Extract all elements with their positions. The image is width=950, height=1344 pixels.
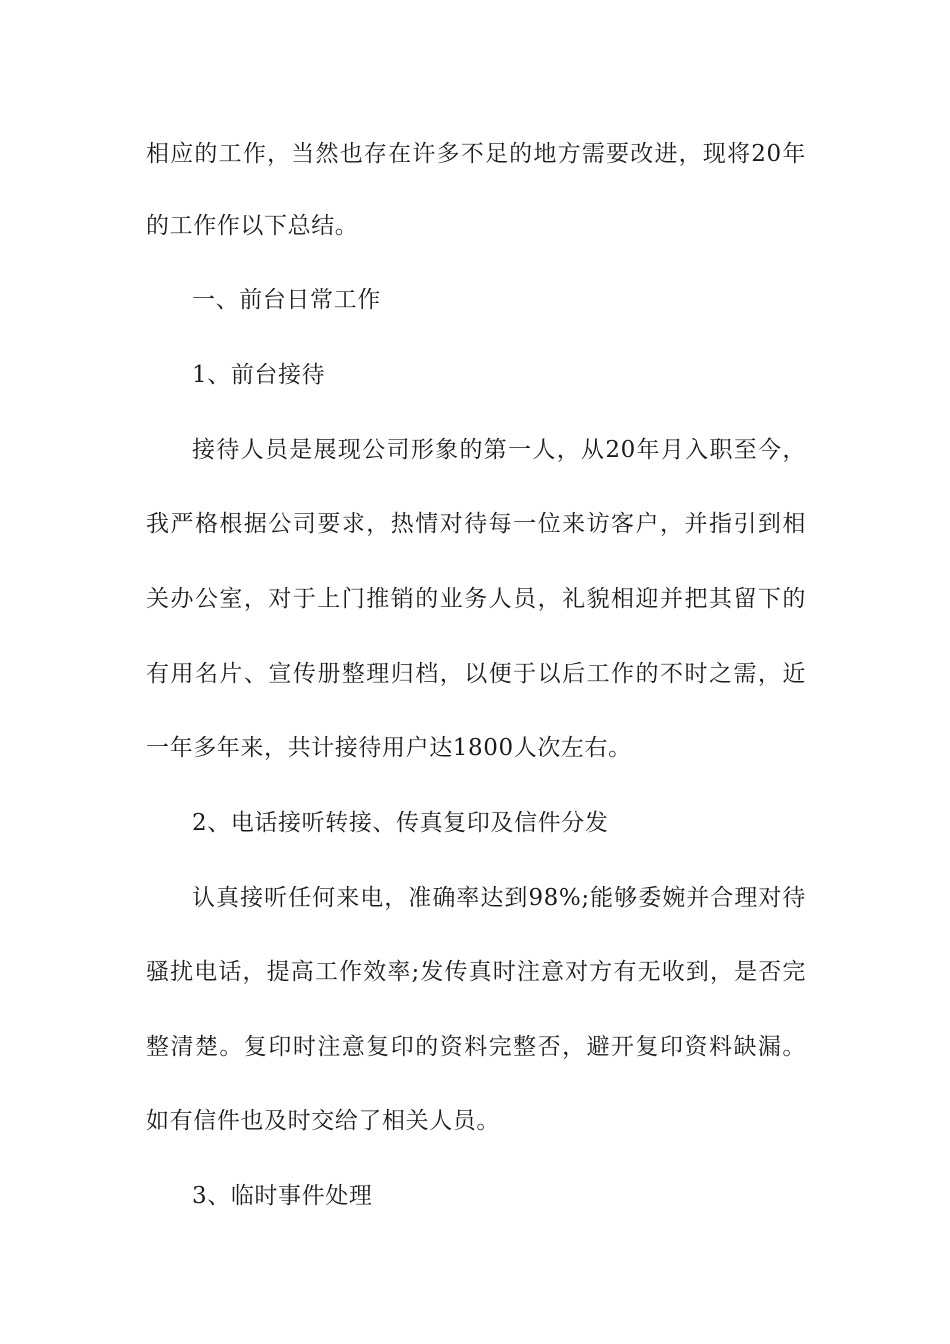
paragraph-line: 整清楚。复印时注意复印的资料完整否，避开复印资料缺漏。 <box>146 1034 806 1060</box>
section-heading: 一、前台日常工作 <box>192 287 381 313</box>
subsection-heading: 2、电话接听转接、传真复印及信件分发 <box>192 810 609 836</box>
paragraph-line: 一年多年来，共计接待用户达1800人次左右。 <box>146 735 632 761</box>
paragraph-line: 接待人员是展现公司形象的第一人，从20年月入职至今， <box>192 437 806 463</box>
paragraph-line: 认真接听任何来电，准确率达到98%;能够委婉并合理对待 <box>192 885 806 911</box>
paragraph-line: 的工作作以下总结。 <box>146 213 359 239</box>
paragraph-line: 骚扰电话，提高工作效率;发传真时注意对方有无收到，是否完 <box>146 959 806 985</box>
paragraph-line: 我严格根据公司要求，热情对待每一位来访客户，并指引到相 <box>146 511 806 537</box>
paragraph-line: 如有信件也及时交给了相关人员。 <box>146 1108 500 1134</box>
subsection-heading: 1、前台接待 <box>192 362 326 388</box>
paragraph-line: 相应的工作，当然也存在许多不足的地方需要改进，现将20年 <box>146 141 806 167</box>
subsection-heading: 3、临时事件处理 <box>192 1183 373 1209</box>
paragraph-line: 有用名片、宣传册整理归档，以便于以后工作的不时之需，近 <box>146 661 806 687</box>
paragraph-line: 关办公室，对于上门推销的业务人员，礼貌相迎并把其留下的 <box>146 586 806 612</box>
